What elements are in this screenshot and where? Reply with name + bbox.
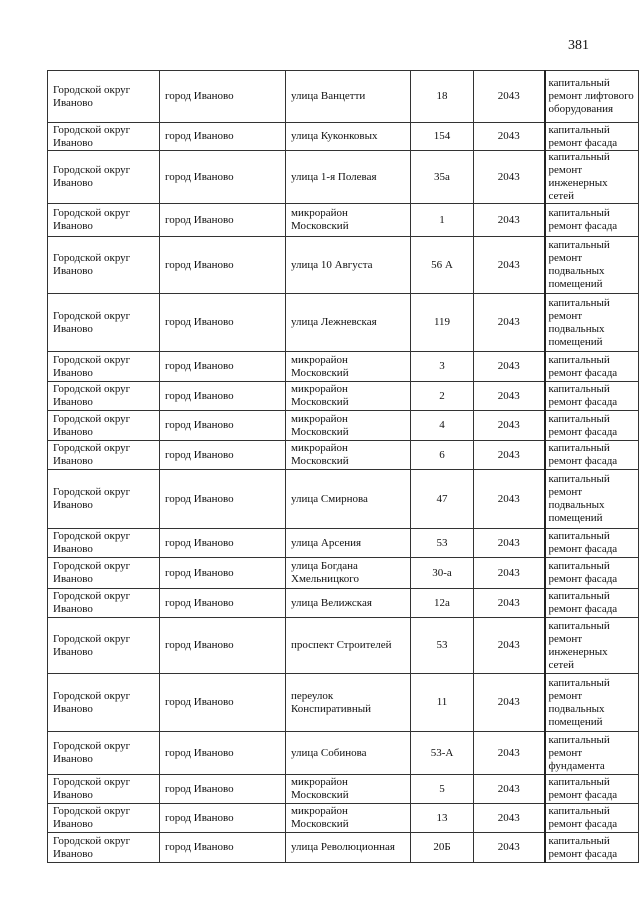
cell-year: 2043 [474, 775, 545, 804]
cell-municipality: Городской округ Иваново [48, 833, 160, 863]
cell-street: переулок Конспиративный [286, 674, 411, 732]
cell-work-type: капитальный ремонт фасада [545, 123, 639, 151]
cell-work-type: капитальный ремонт инженерных сетей [545, 618, 639, 674]
cell-year: 2043 [474, 732, 545, 775]
cell-house-number: 2 [411, 382, 474, 411]
cell-work-type: капитальный ремонт фасада [545, 441, 639, 470]
cell-settlement: город Иваново [160, 294, 286, 352]
table-row [48, 382, 639, 411]
table-row [48, 204, 639, 237]
cell-municipality: Городской округ Иваново [48, 558, 160, 589]
cell-settlement: город Иваново [160, 411, 286, 441]
cell-house-number: 47 [411, 470, 474, 529]
cell-house-number: 6 [411, 441, 474, 470]
cell-municipality: Городской округ Иваново [48, 352, 160, 382]
cell-settlement: город Иваново [160, 674, 286, 732]
page-number: 381 [568, 38, 589, 53]
cell-settlement: город Иваново [160, 558, 286, 589]
cell-year: 2043 [474, 237, 545, 294]
cell-year: 2043 [474, 804, 545, 833]
cell-settlement: город Иваново [160, 804, 286, 833]
table-row [48, 441, 639, 470]
cell-street: микрорайон Московский [286, 204, 411, 237]
cell-municipality: Городской округ Иваново [48, 804, 160, 833]
cell-year: 2043 [474, 558, 545, 589]
cell-municipality: Городской округ Иваново [48, 204, 160, 237]
cell-municipality: Городской округ Иваново [48, 732, 160, 775]
cell-work-type: капитальный ремонт фасада [545, 775, 639, 804]
cell-work-type: капитальный ремонт подвальных помещений [545, 470, 639, 529]
cell-street: проспект Строителей [286, 618, 411, 674]
cell-year: 2043 [474, 71, 545, 123]
cell-house-number: 53-А [411, 732, 474, 775]
cell-municipality: Городской округ Иваново [48, 71, 160, 123]
cell-municipality: Городской округ Иваново [48, 382, 160, 411]
cell-house-number: 13 [411, 804, 474, 833]
cell-house-number: 11 [411, 674, 474, 732]
cell-municipality: Городской округ Иваново [48, 237, 160, 294]
cell-settlement: город Иваново [160, 618, 286, 674]
cell-house-number: 3 [411, 352, 474, 382]
cell-municipality: Городской округ Иваново [48, 411, 160, 441]
cell-settlement: город Иваново [160, 204, 286, 237]
cell-year: 2043 [474, 470, 545, 529]
cell-year: 2043 [474, 294, 545, 352]
cell-settlement: город Иваново [160, 352, 286, 382]
cell-year: 2043 [474, 618, 545, 674]
cell-street: улица 10 Августа [286, 237, 411, 294]
cell-year: 2043 [474, 382, 545, 411]
cell-year: 2043 [474, 123, 545, 151]
cell-street: улица Арсения [286, 529, 411, 558]
cell-house-number: 53 [411, 618, 474, 674]
cell-street: улица Ванцетти [286, 71, 411, 123]
cell-settlement: город Иваново [160, 71, 286, 123]
table-row [48, 151, 639, 204]
cell-municipality: Городской округ Иваново [48, 294, 160, 352]
cell-house-number: 154 [411, 123, 474, 151]
cell-municipality: Городской округ Иваново [48, 674, 160, 732]
cell-street: микрорайон Московский [286, 382, 411, 411]
cell-municipality: Городской округ Иваново [48, 618, 160, 674]
cell-house-number: 53 [411, 529, 474, 558]
cell-settlement: город Иваново [160, 732, 286, 775]
cell-year: 2043 [474, 352, 545, 382]
cell-work-type: капитальный ремонт подвальных помещений [545, 294, 639, 352]
repair-schedule-table [47, 70, 639, 863]
cell-street: микрорайон Московский [286, 804, 411, 833]
cell-year: 2043 [474, 589, 545, 618]
cell-municipality: Городской округ Иваново [48, 151, 160, 204]
cell-settlement: город Иваново [160, 237, 286, 294]
table-row [48, 589, 639, 618]
cell-municipality: Городской округ Иваново [48, 441, 160, 470]
cell-year: 2043 [474, 529, 545, 558]
table-row [48, 411, 639, 441]
cell-street: улица Куконковых [286, 123, 411, 151]
cell-work-type: капитальный ремонт фасада [545, 589, 639, 618]
cell-house-number: 56 А [411, 237, 474, 294]
cell-house-number: 119 [411, 294, 474, 352]
cell-house-number: 12а [411, 589, 474, 618]
cell-settlement: город Иваново [160, 833, 286, 863]
cell-street: микрорайон Московский [286, 441, 411, 470]
cell-year: 2043 [474, 441, 545, 470]
cell-work-type: капитальный ремонт фасада [545, 382, 639, 411]
cell-municipality: Городской округ Иваново [48, 775, 160, 804]
cell-municipality: Городской округ Иваново [48, 529, 160, 558]
cell-street: улица Революционная [286, 833, 411, 863]
table-row [48, 237, 639, 294]
table-row [48, 294, 639, 352]
cell-work-type: капитальный ремонт фасада [545, 804, 639, 833]
cell-work-type: капитальный ремонт подвальных помещений [545, 237, 639, 294]
cell-house-number: 18 [411, 71, 474, 123]
table-row [48, 804, 639, 833]
cell-settlement: город Иваново [160, 775, 286, 804]
cell-year: 2043 [474, 151, 545, 204]
cell-settlement: город Иваново [160, 529, 286, 558]
cell-street: микрорайон Московский [286, 411, 411, 441]
cell-house-number: 1 [411, 204, 474, 237]
cell-year: 2043 [474, 833, 545, 863]
cell-house-number: 20Б [411, 833, 474, 863]
cell-house-number: 4 [411, 411, 474, 441]
cell-settlement: город Иваново [160, 441, 286, 470]
cell-work-type: капитальный ремонт фасада [545, 558, 639, 589]
cell-work-type: капитальный ремонт фасада [545, 352, 639, 382]
table-row [48, 71, 639, 123]
table-row [48, 352, 639, 382]
table-row [48, 833, 639, 863]
table-row [48, 618, 639, 674]
cell-street: микрорайон Московский [286, 775, 411, 804]
cell-municipality: Городской округ Иваново [48, 589, 160, 618]
table-row [48, 470, 639, 529]
cell-work-type: капитальный ремонт фасада [545, 204, 639, 237]
cell-settlement: город Иваново [160, 382, 286, 411]
cell-settlement: город Иваново [160, 470, 286, 529]
cell-settlement: город Иваново [160, 123, 286, 151]
cell-settlement: город Иваново [160, 589, 286, 618]
cell-street: улица 1-я Полевая [286, 151, 411, 204]
cell-house-number: 30-а [411, 558, 474, 589]
table-row [48, 558, 639, 589]
cell-year: 2043 [474, 204, 545, 237]
cell-street: улица Лежневская [286, 294, 411, 352]
cell-street: микрорайон Московский [286, 352, 411, 382]
cell-work-type: капитальный ремонт фасада [545, 529, 639, 558]
table-row [48, 775, 639, 804]
cell-work-type: капитальный ремонт фасада [545, 411, 639, 441]
cell-house-number: 5 [411, 775, 474, 804]
cell-municipality: Городской округ Иваново [48, 123, 160, 151]
cell-street: улица Богдана Хмельницкого [286, 558, 411, 589]
cell-year: 2043 [474, 674, 545, 732]
table-row [48, 674, 639, 732]
cell-street: улица Смирнова [286, 470, 411, 529]
cell-work-type: капитальный ремонт лифтового оборудования [545, 71, 639, 123]
table-row [48, 123, 639, 151]
table-row [48, 529, 639, 558]
cell-work-type: капитальный ремонт инженерных сетей [545, 151, 639, 204]
cell-house-number: 35а [411, 151, 474, 204]
cell-work-type: капитальный ремонт фасада [545, 833, 639, 863]
cell-municipality: Городской округ Иваново [48, 470, 160, 529]
cell-settlement: город Иваново [160, 151, 286, 204]
cell-work-type: капитальный ремонт фундамента [545, 732, 639, 775]
cell-street: улица Велижская [286, 589, 411, 618]
cell-street: улица Собинова [286, 732, 411, 775]
table-row [48, 732, 639, 775]
cell-year: 2043 [474, 411, 545, 441]
cell-work-type: капитальный ремонт подвальных помещений [545, 674, 639, 732]
